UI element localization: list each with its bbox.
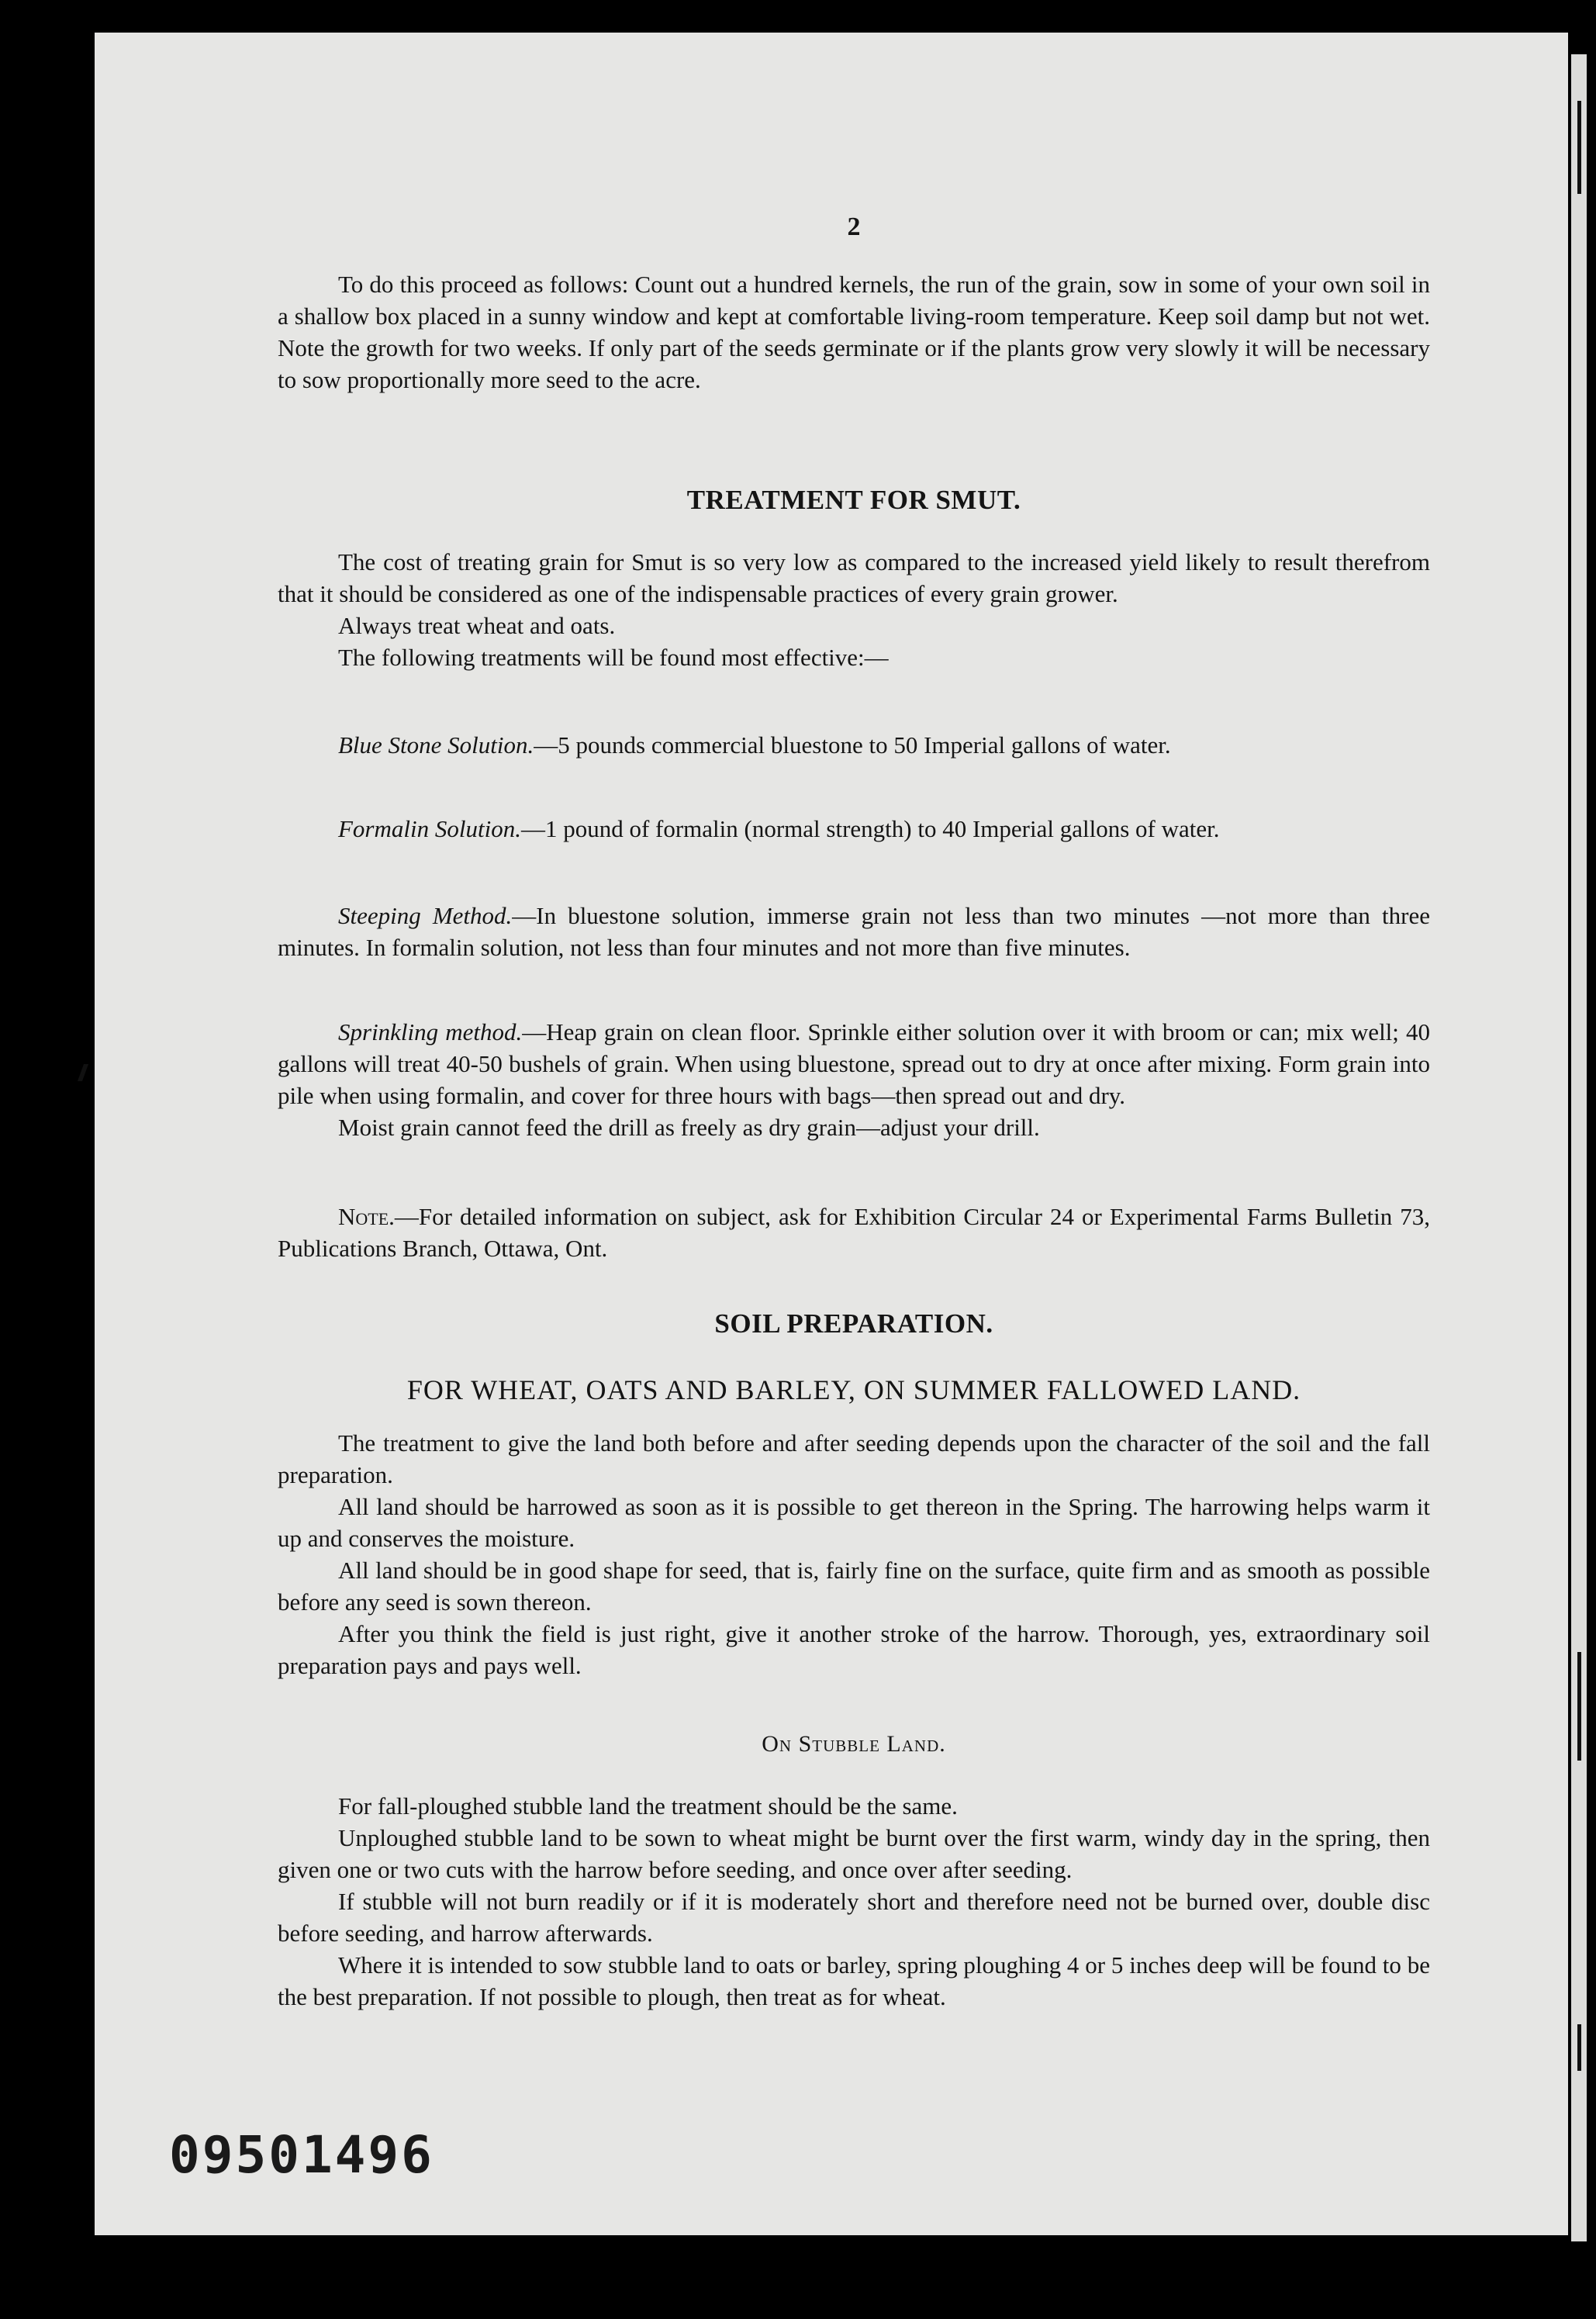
formalin-block <box>278 813 1430 845</box>
sprinkling-paragraph <box>278 1016 1430 1111</box>
formalin-text: —1 pound of formalin (normal strength) to 40 Imperial gallons of water. <box>520 815 1220 842</box>
stubble-paragraph: For fall-ploughed stubble land the treatment should be the same. <box>338 1792 958 1820</box>
note-lead: Note. <box>338 1203 395 1230</box>
page-edge <box>1571 54 1587 2241</box>
stubble-paragraph: Unploughed stubble land to be sown to wheat might be burnt over the first warm, windy day in the spring, then given one or two cuts with the harrow before seeding, and once over after seeding. <box>278 1824 1430 1883</box>
soil-heading: SOIL PREPARATION. <box>714 1308 993 1339</box>
steeping-block <box>278 900 1430 963</box>
sprinkling-block <box>278 1016 1430 1143</box>
moist-grain-paragraph: Moist grain cannot feed the drill as freely as dry grain—adjust your drill. <box>338 1114 1040 1141</box>
edge-mark <box>1577 2024 1581 2071</box>
formalin-paragraph <box>278 813 1430 845</box>
intro-paragraph: To do this proceed as follows: Count out a hundred kernels, the run of the grain, sow in some of your own soil in a shallow box placed in a sunny window and kept at comfortable living-room temperature. Keep soil damp but not wet. Note the growth for two weeks. If only part of the seeds germinate or if the plants grow very slowly it will be necessary to sow proportionally more seed to the acre. <box>278 271 1430 393</box>
steeping-text: —In bluestone solution, immerse grain not less than two minutes —not more than three minutes. In formalin solution, not less than four minutes and not more than five minutes. <box>278 902 1430 961</box>
smut-paragraph: Always treat wheat and oats. <box>338 612 616 639</box>
page-number: 2 <box>847 213 861 241</box>
bluestone-text: —5 pounds commercial bluestone to 50 Imperial gallons of water. <box>534 731 1171 759</box>
steeping-lead: Steeping Method. <box>338 902 513 929</box>
formalin-lead: Formalin Solution. <box>338 815 521 842</box>
soil-block <box>278 1427 1430 1681</box>
bluestone-lead: Blue Stone Solution. <box>338 731 534 759</box>
smut-paragraph: The cost of treating grain for Smut is so very low as compared to the increased yield likely to result therefrom that it should be considered as one of the indispensable practices of every grain grower. <box>278 548 1430 607</box>
intro-paragraph-block <box>278 268 1430 396</box>
note-text: —For detailed information on subject, ask for Exhibition Circular 24 or Experimental Farms Bulletin 73, Publications Branch, Ottawa, Ont. <box>278 1203 1430 1262</box>
smut-paragraph: The following treatments will be found most effective:— <box>338 644 889 671</box>
stubble-block <box>278 1790 1430 2013</box>
smut-intro-block <box>278 546 1430 673</box>
stubble-paragraph: If stubble will not burn readily or if it is moderately short and therefore need not be burned over, double disc before seeding, and harrow afterwards. <box>278 1888 1430 1947</box>
edge-mark <box>1577 1652 1581 1761</box>
archive-stamp-number: 09501496 <box>169 2125 434 2185</box>
sprinkling-lead: Sprinkling method. <box>338 1018 523 1045</box>
note-block <box>278 1201 1430 1264</box>
sprinkling-text: —Heap grain on clean floor. Sprinkle either solution over it with broom or can; mix well; 40 gallons will treat 40-50 bushels of grain. When using bluestone, spread out to dry at once after mixing. Form grain into pile when using formalin, and cover for three hours with bags—then spread out and dry. <box>278 1018 1430 1109</box>
smut-heading: TREATMENT FOR SMUT. <box>686 485 1021 515</box>
soil-paragraph: The treatment to give the land both before and after seeding depends upon the character of the soil and the fall preparation. <box>278 1429 1430 1488</box>
margin-mark <box>78 1064 88 1081</box>
stubble-paragraph: Where it is intended to sow stubble land to oats or barley, spring ploughing 4 or 5 inches deep will be found to be the best preparation. If not possible to plough, then treat as for wheat. <box>278 1951 1430 2010</box>
bluestone-paragraph <box>278 729 1430 761</box>
stubble-heading: On Stubble Land. <box>762 1731 946 1757</box>
bluestone-block <box>278 729 1430 761</box>
soil-paragraph: All land should be in good shape for seed, that is, fairly fine on the surface, quite firm and as smooth as possible before any seed is sown thereon. <box>278 1557 1430 1616</box>
note-paragraph <box>278 1201 1430 1264</box>
steeping-paragraph <box>278 900 1430 963</box>
soil-paragraph: All land should be harrowed as soon as it is possible to get thereon in the Spring. The harrowing helps warm it up and conserves the moisture. <box>278 1493 1430 1552</box>
soil-paragraph: After you think the field is just right, give it another stroke of the harrow. Thorough, yes, extraordinary soil preparation pays and pays well. <box>278 1620 1430 1679</box>
soil-subheading: FOR WHEAT, OATS AND BARLEY, ON SUMMER FALLOWED LAND. <box>406 1374 1301 1405</box>
edge-mark <box>1577 101 1581 194</box>
